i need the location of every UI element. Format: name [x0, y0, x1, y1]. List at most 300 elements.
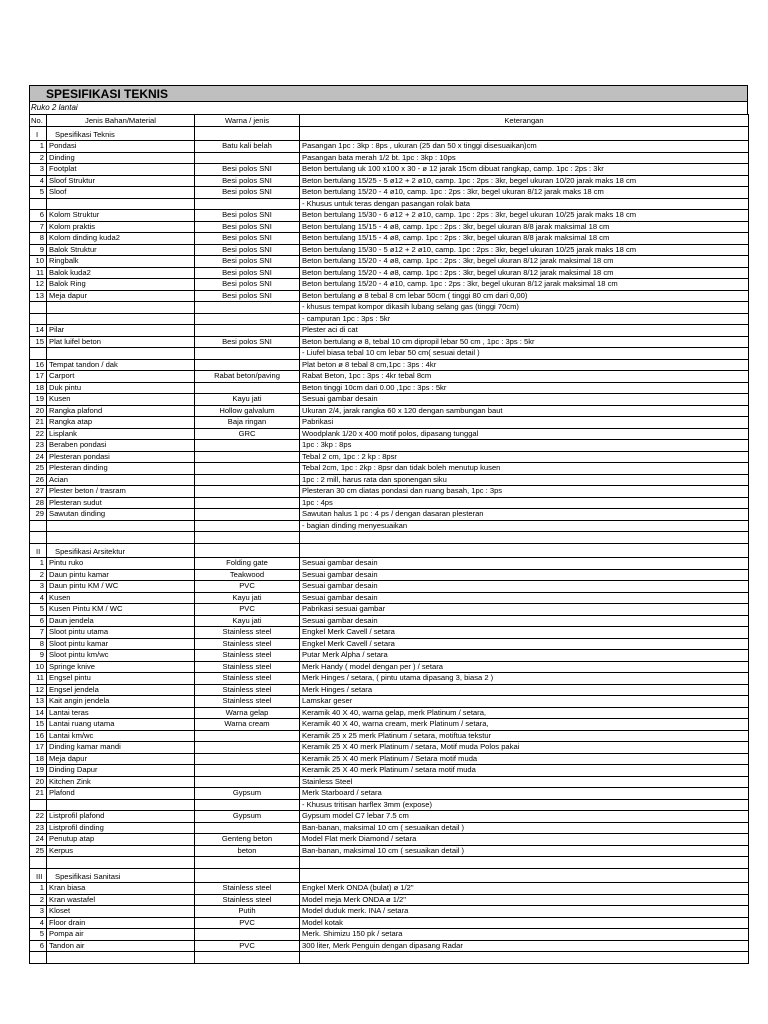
row-warna: [195, 509, 300, 521]
row-keterangan: Merk. Shimizu 150 pk / setara: [300, 929, 749, 941]
row-material: Kusen: [47, 592, 195, 604]
row-material: Kolom Struktur: [47, 210, 195, 222]
section-empty-ket: [300, 869, 749, 883]
blank-row: [30, 857, 749, 869]
row-number: 11: [30, 673, 47, 685]
table-row: [30, 359, 749, 371]
row-number: 13: [30, 290, 47, 302]
table-row: [30, 627, 749, 639]
row-number: 24: [30, 451, 47, 463]
row-number: 15: [30, 719, 47, 731]
row-warna: PVC: [195, 604, 300, 616]
table-row: [30, 290, 749, 302]
row-warna: Besi polos SNI: [195, 336, 300, 348]
row-warna: Kayu jati: [195, 615, 300, 627]
row-number: [30, 799, 47, 811]
row-keterangan: Beton bertulang 15/15 - 4 ø8, camp. 1pc : 2ps : 3kr, begel ukuran 8/8 jarak maksimal 18 cm: [300, 233, 749, 245]
header-material: Jenis Bahan/Material: [47, 115, 195, 127]
row-number: 3: [30, 164, 47, 176]
row-keterangan: Engkel Merk Cavell / setara: [300, 627, 749, 639]
row-material: Daun pintu KM / WC: [47, 581, 195, 593]
row-warna: [195, 929, 300, 941]
row-keterangan: Model kotak: [300, 917, 749, 929]
row-keterangan: - khusus tempat kompor dikasih lubang selang gas (tinggi 70cm): [300, 302, 749, 314]
table-row: [30, 497, 749, 509]
row-keterangan: Merk Hinges / setara: [300, 684, 749, 696]
row-material: Lantai teras: [47, 707, 195, 719]
row-material: [47, 198, 195, 210]
row-material: Balok Ring: [47, 279, 195, 291]
spec-table: [29, 114, 749, 964]
row-keterangan: Beton tinggi 10cm dari 0.00 ,1pc : 3ps : 5kr: [300, 382, 749, 394]
row-keterangan: Pabrikasi sesuai gambar: [300, 604, 749, 616]
row-warna: Besi polos SNI: [195, 290, 300, 302]
table-row: [30, 615, 749, 627]
row-material: Sawutan dinding: [47, 509, 195, 521]
row-material: Rangka plafond: [47, 405, 195, 417]
table-row: [30, 811, 749, 823]
table-row: [30, 799, 749, 811]
row-material: Floor drain: [47, 917, 195, 929]
row-warna: [195, 730, 300, 742]
row-warna: Putih: [195, 906, 300, 918]
row-material: Sloot pintu km/wc: [47, 650, 195, 662]
row-keterangan: Pabrikasi: [300, 417, 749, 429]
row-material: Dinding kamar mandi: [47, 742, 195, 754]
row-warna: Besi polos SNI: [195, 164, 300, 176]
row-number: 15: [30, 336, 47, 348]
row-material: Lantai km/wc: [47, 730, 195, 742]
row-number: 2: [30, 152, 47, 164]
row-material: Balok kuda2: [47, 267, 195, 279]
row-material: Listprofil dinding: [47, 822, 195, 834]
row-number: 5: [30, 187, 47, 199]
row-warna: [195, 313, 300, 325]
table-row: [30, 592, 749, 604]
row-material: [47, 302, 195, 314]
row-warna: Stainless steel: [195, 627, 300, 639]
row-warna: beton: [195, 845, 300, 857]
row-material: Kran biasa: [47, 883, 195, 895]
table-row: [30, 405, 749, 417]
table-row: [30, 776, 749, 788]
row-warna: [195, 520, 300, 532]
blank-cell: [47, 857, 195, 869]
row-number: 11: [30, 267, 47, 279]
row-keterangan: Model Flat merk Diamond / setara: [300, 834, 749, 846]
table-row: [30, 558, 749, 570]
table-row: [30, 486, 749, 498]
table-row: [30, 463, 749, 475]
table-row: [30, 520, 749, 532]
header-warna: Warna / jenis: [195, 115, 300, 127]
blank-row: [30, 532, 749, 544]
table-row: [30, 371, 749, 383]
row-material: Balok Struktur: [47, 244, 195, 256]
blank-cell: [47, 532, 195, 544]
row-warna: Besi polos SNI: [195, 233, 300, 245]
row-warna: [195, 822, 300, 834]
row-material: Lantai ruang utama: [47, 719, 195, 731]
table-row: [30, 929, 749, 941]
table-row: [30, 730, 749, 742]
page-title: SPESIFIKASI TEKNIS: [29, 85, 748, 102]
row-material: Listprofil plafond: [47, 811, 195, 823]
blank-cell: [195, 532, 300, 544]
row-keterangan: - Liufel biasa tebal 10 cm lebar 50 cm( sesuai detail ): [300, 348, 749, 360]
row-material: [47, 313, 195, 325]
row-number: 17: [30, 742, 47, 754]
page-subtitle: Ruko 2 lantai: [29, 102, 748, 114]
row-number: 17: [30, 371, 47, 383]
row-number: 3: [30, 581, 47, 593]
row-number: 1: [30, 883, 47, 895]
row-keterangan: Sesuai gambar desain: [300, 558, 749, 570]
table-row: [30, 279, 749, 291]
row-keterangan: Keramik 40 X 40, warna cream, merk Platinum / setara,: [300, 719, 749, 731]
blank-cell: [300, 857, 749, 869]
row-keterangan: Beton bertulang 15/30 - 6 ø12 + 2 ø10, camp. 1pc : 2ps : 3kr, begel ukuran 10/25 jarak maks 18 cm: [300, 210, 749, 222]
row-number: 13: [30, 696, 47, 708]
row-material: Pondasi: [47, 141, 195, 153]
row-number: 25: [30, 845, 47, 857]
row-material: Pintu ruko: [47, 558, 195, 570]
row-number: 4: [30, 175, 47, 187]
table-row: [30, 302, 749, 314]
section-empty-warna: [195, 869, 300, 883]
section-empty-ket: [300, 127, 749, 141]
row-material: Plesteran sudut: [47, 497, 195, 509]
row-warna: Besi polos SNI: [195, 279, 300, 291]
blank-cell: [300, 532, 749, 544]
table-row: [30, 719, 749, 731]
row-warna: PVC: [195, 917, 300, 929]
table-row: [30, 382, 749, 394]
section-roman: I: [30, 127, 47, 141]
blank-row: [30, 952, 749, 964]
table-row: [30, 742, 749, 754]
table-row: [30, 417, 749, 429]
row-warna: Stainless steel: [195, 650, 300, 662]
row-number: 9: [30, 650, 47, 662]
row-number: 23: [30, 822, 47, 834]
row-warna: [195, 302, 300, 314]
row-keterangan: Beton bertulang 15/20 - 4 ø10, camp. 1pc : 2ps : 3kr, begel ukuran 8/12 jarak maksimal 18 cm: [300, 279, 749, 291]
table-row: [30, 509, 749, 521]
row-keterangan: Rabat Beton, 1pc : 3ps : 4kr tebal 8cm: [300, 371, 749, 383]
row-material: Kusen Pintu KM / WC: [47, 604, 195, 616]
row-number: 6: [30, 940, 47, 952]
row-warna: [195, 325, 300, 337]
table-row: [30, 673, 749, 685]
row-keterangan: Keramik 25 X 40 merk Platinum / setara motif muda: [300, 765, 749, 777]
row-warna: Besi polos SNI: [195, 210, 300, 222]
section-title: Spesifikasi Sanitasi: [47, 869, 195, 883]
row-number: 21: [30, 788, 47, 800]
table-row: [30, 244, 749, 256]
table-row: [30, 198, 749, 210]
row-number: 1: [30, 558, 47, 570]
row-material: Plat luifel beton: [47, 336, 195, 348]
row-keterangan: 1pc : 2 mill, harus rata dan sponengan siku: [300, 474, 749, 486]
row-material: Tandon air: [47, 940, 195, 952]
row-warna: Stainless steel: [195, 661, 300, 673]
row-number: 10: [30, 256, 47, 268]
row-material: Sloof: [47, 187, 195, 199]
row-warna: Warna cream: [195, 719, 300, 731]
table-row: [30, 845, 749, 857]
row-keterangan: Plesteran 30 cm diatas pondasi dan ruang basah, 1pc : 3ps: [300, 486, 749, 498]
row-warna: [195, 742, 300, 754]
row-number: 8: [30, 233, 47, 245]
row-material: Daun jendela: [47, 615, 195, 627]
table-row: [30, 894, 749, 906]
row-warna: Besi polos SNI: [195, 267, 300, 279]
row-material: Pompa air: [47, 929, 195, 941]
section-empty-warna: [195, 127, 300, 141]
row-keterangan: Ukuran 2/4, jarak rangka 60 x 120 dengan sambungan baut: [300, 405, 749, 417]
table-row: [30, 474, 749, 486]
row-warna: GRC: [195, 428, 300, 440]
row-material: Lisplank: [47, 428, 195, 440]
header-keterangan: Keterangan: [300, 115, 749, 127]
header-no: No.: [30, 115, 47, 127]
section-header-row: [30, 544, 749, 558]
row-number: [30, 348, 47, 360]
row-number: 27: [30, 486, 47, 498]
row-keterangan: Model duduk merk. INA / setara: [300, 906, 749, 918]
row-material: Acian: [47, 474, 195, 486]
row-keterangan: Sesuai gambar desain: [300, 592, 749, 604]
table-row: [30, 753, 749, 765]
row-warna: [195, 348, 300, 360]
table-row: [30, 394, 749, 406]
row-keterangan: Tebal 2cm, 1pc : 2kp : 8psr dan tidak boleh menutup kusen: [300, 463, 749, 475]
row-keterangan: Gypsum model C7 lebar 7.5 cm: [300, 811, 749, 823]
row-warna: [195, 474, 300, 486]
blank-cell: [30, 952, 47, 964]
row-keterangan: Stainless Steel: [300, 776, 749, 788]
row-warna: Stainless steel: [195, 696, 300, 708]
row-material: Penutup atap: [47, 834, 195, 846]
row-keterangan: Sesuai gambar desain: [300, 581, 749, 593]
table-row: [30, 210, 749, 222]
row-warna: [195, 799, 300, 811]
table-row: [30, 765, 749, 777]
table-row: [30, 696, 749, 708]
blank-cell: [30, 532, 47, 544]
row-keterangan: - campuran 1pc : 3ps : 5kr: [300, 313, 749, 325]
section-title: Spesifikasi Arsitektur: [47, 544, 195, 558]
table-row: [30, 221, 749, 233]
row-material: Plesteran pondasi: [47, 451, 195, 463]
row-warna: Besi polos SNI: [195, 175, 300, 187]
row-number: 5: [30, 929, 47, 941]
row-number: 20: [30, 776, 47, 788]
row-number: 25: [30, 463, 47, 475]
row-number: 3: [30, 906, 47, 918]
row-warna: Batu kali belah: [195, 141, 300, 153]
table-row: [30, 650, 749, 662]
row-keterangan: Merk Hinges / setara, ( pintu utama dipasang 3, biasa 2 ): [300, 673, 749, 685]
row-warna: PVC: [195, 581, 300, 593]
table-row: [30, 834, 749, 846]
row-material: Kran wastafel: [47, 894, 195, 906]
row-material: Carport: [47, 371, 195, 383]
row-number: 2: [30, 569, 47, 581]
row-warna: Stainless steel: [195, 883, 300, 895]
section-roman: III: [30, 869, 47, 883]
table-row: [30, 175, 749, 187]
row-number: 18: [30, 382, 47, 394]
row-warna: [195, 451, 300, 463]
row-keterangan: Keramik 25 X 40 merk Platinum / setara, Motif muda Polos pakai: [300, 742, 749, 754]
row-warna: [195, 198, 300, 210]
row-keterangan: Beton bertulang 15/20 - 4 ø8, camp. 1pc : 2ps : 3kr, begel ukuran 8/12 jarak maksimal 18 cm: [300, 267, 749, 279]
row-number: 4: [30, 592, 47, 604]
blank-cell: [300, 952, 749, 964]
row-warna: Stainless steel: [195, 894, 300, 906]
row-number: 23: [30, 440, 47, 452]
blank-cell: [30, 857, 47, 869]
row-number: 28: [30, 497, 47, 509]
row-keterangan: Tebal 2 cm, 1pc : 2 kp : 8psr: [300, 451, 749, 463]
row-number: [30, 198, 47, 210]
row-number: 1: [30, 141, 47, 153]
row-material: Kerpus: [47, 845, 195, 857]
row-material: Springe knive: [47, 661, 195, 673]
row-keterangan: Engkel Merk Cavell / setara: [300, 638, 749, 650]
row-warna: [195, 497, 300, 509]
row-keterangan: Woodplank 1/20 x 400 motif polos, dipasang tunggal: [300, 428, 749, 440]
table-row: [30, 569, 749, 581]
row-warna: [195, 359, 300, 371]
row-keterangan: Putar Merk Alpha / setara: [300, 650, 749, 662]
row-number: 16: [30, 359, 47, 371]
row-warna: Baja ringan: [195, 417, 300, 429]
row-number: [30, 520, 47, 532]
row-number: 18: [30, 753, 47, 765]
table-row: [30, 267, 749, 279]
row-number: [30, 313, 47, 325]
row-warna: [195, 152, 300, 164]
row-number: 22: [30, 428, 47, 440]
row-number: 19: [30, 765, 47, 777]
row-number: 2: [30, 894, 47, 906]
row-number: 14: [30, 707, 47, 719]
row-warna: Hollow galvalum: [195, 405, 300, 417]
table-row: [30, 917, 749, 929]
row-warna: Besi polos SNI: [195, 221, 300, 233]
row-number: 21: [30, 417, 47, 429]
row-keterangan: Sesuai gambar desain: [300, 615, 749, 627]
row-material: Beraben pondasi: [47, 440, 195, 452]
table-row: [30, 604, 749, 616]
row-keterangan: Beton bertulang 15/20 - 4 ø10, camp. 1pc : 2ps : 3kr, begel ukuran 8/12 jarak maks 18 cm: [300, 187, 749, 199]
row-warna: [195, 753, 300, 765]
row-number: 22: [30, 811, 47, 823]
row-warna: Teakwood: [195, 569, 300, 581]
row-warna: [195, 463, 300, 475]
table-row: [30, 906, 749, 918]
row-material: Daun pintu kamar: [47, 569, 195, 581]
row-keterangan: - bagian dinding menyesuaikan: [300, 520, 749, 532]
row-number: 12: [30, 279, 47, 291]
table-row: [30, 940, 749, 952]
row-material: Kloset: [47, 906, 195, 918]
row-keterangan: - Khusus untuk teras dengan pasangan rolak bata: [300, 198, 749, 210]
blank-cell: [195, 952, 300, 964]
row-keterangan: Keramik 40 X 40, warna gelap, merk Platinum / setara,: [300, 707, 749, 719]
table-row: [30, 348, 749, 360]
row-number: 26: [30, 474, 47, 486]
table-row: [30, 187, 749, 199]
row-material: Meja dapur: [47, 290, 195, 302]
row-warna: [195, 486, 300, 498]
section-title: Spesifikasi Teknis: [47, 127, 195, 141]
table-row: [30, 141, 749, 153]
row-warna: [195, 440, 300, 452]
row-material: Engsel jendela: [47, 684, 195, 696]
row-keterangan: Plester aci di cat: [300, 325, 749, 337]
table-row: [30, 152, 749, 164]
row-number: 8: [30, 638, 47, 650]
blank-cell: [195, 857, 300, 869]
row-material: [47, 520, 195, 532]
row-material: Sloot pintu kamar: [47, 638, 195, 650]
row-warna: Folding gate: [195, 558, 300, 570]
row-keterangan: Sawutan halus 1 pc : 4 ps / dengan dasaran plesteran: [300, 509, 749, 521]
row-material: Pilar: [47, 325, 195, 337]
row-number: 7: [30, 221, 47, 233]
row-warna: Genteng beton: [195, 834, 300, 846]
row-warna: Besi polos SNI: [195, 244, 300, 256]
row-material: Plafond: [47, 788, 195, 800]
row-keterangan: 1pc : 3kp : 8ps: [300, 440, 749, 452]
row-warna: Besi polos SNI: [195, 256, 300, 268]
row-number: 24: [30, 834, 47, 846]
row-material: Engsel pintu: [47, 673, 195, 685]
row-material: Meja dapur: [47, 753, 195, 765]
row-material: Tempat tandon / dak: [47, 359, 195, 371]
row-number: 4: [30, 917, 47, 929]
row-number: 6: [30, 615, 47, 627]
row-material: Plester beton / trasram: [47, 486, 195, 498]
row-keterangan: Beton bertulang 15/20 - 4 ø8, camp. 1pc : 2ps : 3kr, begel ukuran 8/12 jarak maksimal 18 cm: [300, 256, 749, 268]
table-row: [30, 883, 749, 895]
row-material: Kolom praktis: [47, 221, 195, 233]
row-warna: Kayu jati: [195, 592, 300, 604]
row-number: 6: [30, 210, 47, 222]
row-keterangan: Beton bertulang ø 8 tebal 8 cm lebar 50cm ( tinggi 80 cm dari 0,00): [300, 290, 749, 302]
row-warna: Stainless steel: [195, 673, 300, 685]
row-number: [30, 302, 47, 314]
row-warna: Rabat beton/paving: [195, 371, 300, 383]
row-keterangan: Beton bertulang 15/25 - 5 ø12 + 2 ø10, camp. 1pc : 2ps : 3kr, begel ukuran 10/20 jarak maks 18 cm: [300, 175, 749, 187]
row-number: 7: [30, 627, 47, 639]
row-warna: Kayu jati: [195, 394, 300, 406]
row-warna: Stainless steel: [195, 638, 300, 650]
row-number: 5: [30, 604, 47, 616]
row-material: [47, 348, 195, 360]
row-keterangan: Beton bertulang ø 8, tebal 10 cm dipropil lebar 50 cm , 1pc : 3ps : 5kr: [300, 336, 749, 348]
row-material: Dinding Dapur: [47, 765, 195, 777]
row-keterangan: Lamskar geser: [300, 696, 749, 708]
row-keterangan: Engkel Merk ONDA (bulat) ø 1/2": [300, 883, 749, 895]
table-row: [30, 428, 749, 440]
row-number: 9: [30, 244, 47, 256]
row-keterangan: Beton bertulang uk 100 x100 x 30 - ø 12 jarak 15cm dibuat rangkap, camp. 1pc : 2ps : 3kr: [300, 164, 749, 176]
